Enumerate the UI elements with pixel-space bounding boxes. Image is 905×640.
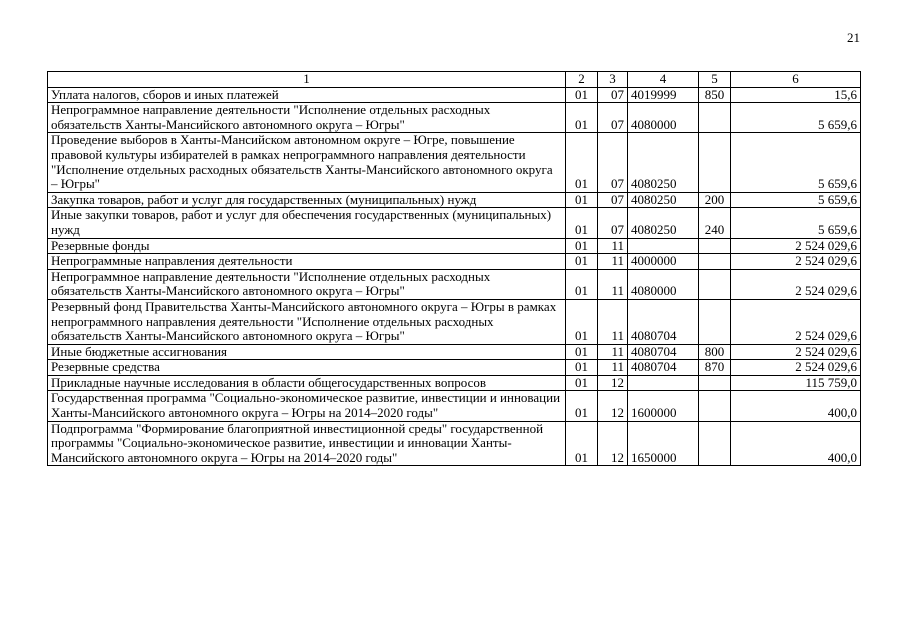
table-row xyxy=(48,87,861,103)
row-code-5-cell: 800 xyxy=(699,344,731,360)
row-code-4-cell xyxy=(628,375,699,391)
row-code-3-cell: 07 xyxy=(598,133,628,192)
row-code-2-cell: 01 xyxy=(566,208,598,238)
table-row xyxy=(48,344,861,360)
row-code-2-cell: 01 xyxy=(566,103,598,133)
row-code-5-cell xyxy=(699,103,731,133)
row-name-cell: Иные бюджетные ассигнования xyxy=(48,344,566,360)
row-amount-cell: 400,0 xyxy=(731,391,861,421)
row-code-4-cell: 4000000 xyxy=(628,254,699,270)
row-name-cell: Государственная программа "Социально-экономическое развитие, инвестиции и инновации Ханты-Мансийского автономного округа – Югры на 2014–2020 годы" xyxy=(48,391,566,421)
row-code-2-cell: 01 xyxy=(566,238,598,254)
row-code-4-cell: 4080704 xyxy=(628,360,699,376)
row-amount-cell: 2 524 029,6 xyxy=(731,238,861,254)
table-row xyxy=(48,360,861,376)
row-code-3-cell: 07 xyxy=(598,208,628,238)
row-code-5-cell xyxy=(699,299,731,344)
row-code-3-cell: 11 xyxy=(598,360,628,376)
table-row xyxy=(48,133,861,192)
table-row xyxy=(48,421,861,466)
row-code-5-cell xyxy=(699,269,731,299)
row-code-3-cell: 11 xyxy=(598,238,628,254)
row-name-cell: Иные закупки товаров, работ и услуг для обеспечения государственных (муниципальных) нужд xyxy=(48,208,566,238)
row-code-2-cell: 01 xyxy=(566,299,598,344)
row-code-4-cell: 1600000 xyxy=(628,391,699,421)
table-row xyxy=(48,192,861,208)
row-code-2-cell: 01 xyxy=(566,360,598,376)
row-amount-cell: 2 524 029,6 xyxy=(731,344,861,360)
row-code-4-cell: 4080250 xyxy=(628,133,699,192)
row-amount-cell: 5 659,6 xyxy=(731,103,861,133)
row-name-cell: Уплата налогов, сборов и иных платежей xyxy=(48,87,566,103)
row-amount-cell: 2 524 029,6 xyxy=(731,269,861,299)
row-code-5-cell xyxy=(699,254,731,270)
row-code-2-cell: 01 xyxy=(566,87,598,103)
row-code-4-cell: 4080704 xyxy=(628,299,699,344)
row-code-5-cell xyxy=(699,238,731,254)
header-cell-1: 1 xyxy=(48,72,566,88)
row-code-3-cell: 12 xyxy=(598,375,628,391)
row-code-3-cell: 11 xyxy=(598,254,628,270)
row-code-5-cell: 850 xyxy=(699,87,731,103)
row-code-3-cell: 11 xyxy=(598,344,628,360)
row-name-cell: Резервный фонд Правительства Ханты-Мансийского автономного округа – Югры в рамках непрограммного направления деятельности "Исполнение отдельных расходных обязательств Ханты-Мансийского автономного округа – Югры" xyxy=(48,299,566,344)
row-amount-cell: 15,6 xyxy=(731,87,861,103)
row-amount-cell: 2 524 029,6 xyxy=(731,360,861,376)
row-name-cell: Проведение выборов в Ханты-Мансийском автономном округе – Югре, повышение правовой культуры избирателей в рамках непрограммного направления деятельности "Исполнение отдельных расходных обязательств Ханты-Мансийского автономного округа – Югры" xyxy=(48,133,566,192)
row-code-4-cell: 4080000 xyxy=(628,103,699,133)
row-code-3-cell: 12 xyxy=(598,421,628,466)
header-cell-5: 5 xyxy=(699,72,731,88)
row-code-2-cell: 01 xyxy=(566,269,598,299)
row-amount-cell: 115 759,0 xyxy=(731,375,861,391)
table-row xyxy=(48,103,861,133)
row-code-5-cell xyxy=(699,133,731,192)
row-amount-cell: 5 659,6 xyxy=(731,208,861,238)
row-code-4-cell: 4019999 xyxy=(628,87,699,103)
row-code-4-cell: 4080250 xyxy=(628,208,699,238)
row-code-5-cell xyxy=(699,421,731,466)
table-row xyxy=(48,299,861,344)
table-row xyxy=(48,391,861,421)
row-code-2-cell: 01 xyxy=(566,344,598,360)
table-row xyxy=(48,269,861,299)
row-amount-cell: 2 524 029,6 xyxy=(731,254,861,270)
row-code-4-cell: 4080000 xyxy=(628,269,699,299)
table-header-row xyxy=(48,72,861,88)
row-amount-cell: 400,0 xyxy=(731,421,861,466)
row-code-3-cell: 11 xyxy=(598,269,628,299)
row-name-cell: Прикладные научные исследования в области общегосударственных вопросов xyxy=(48,375,566,391)
row-amount-cell: 5 659,6 xyxy=(731,133,861,192)
page-number: 21 xyxy=(847,30,860,45)
row-name-cell: Непрограммное направление деятельности "Исполнение отдельных расходных обязательств Ханты-Мансийского автономного округа – Югры" xyxy=(48,269,566,299)
row-code-2-cell: 01 xyxy=(566,254,598,270)
row-name-cell: Непрограммное направление деятельности "Исполнение отдельных расходных обязательств Ханты-Мансийского автономного округа – Югры" xyxy=(48,103,566,133)
header-cell-3: 3 xyxy=(598,72,628,88)
table-row xyxy=(48,254,861,270)
row-code-3-cell: 11 xyxy=(598,299,628,344)
row-amount-cell: 2 524 029,6 xyxy=(731,299,861,344)
table-row xyxy=(48,238,861,254)
row-code-4-cell: 4080704 xyxy=(628,344,699,360)
row-code-4-cell: 4080250 xyxy=(628,192,699,208)
budget-table xyxy=(47,71,861,466)
row-name-cell: Резервные фонды xyxy=(48,238,566,254)
row-name-cell: Резервные средства xyxy=(48,360,566,376)
table-row xyxy=(48,375,861,391)
row-code-5-cell: 240 xyxy=(699,208,731,238)
row-code-2-cell: 01 xyxy=(566,133,598,192)
row-code-3-cell: 12 xyxy=(598,391,628,421)
row-name-cell: Непрограммные направления деятельности xyxy=(48,254,566,270)
row-code-4-cell xyxy=(628,238,699,254)
row-amount-cell: 5 659,6 xyxy=(731,192,861,208)
row-code-5-cell: 870 xyxy=(699,360,731,376)
row-code-5-cell: 200 xyxy=(699,192,731,208)
row-code-5-cell xyxy=(699,391,731,421)
row-code-3-cell: 07 xyxy=(598,103,628,133)
row-code-3-cell: 07 xyxy=(598,87,628,103)
row-code-2-cell: 01 xyxy=(566,391,598,421)
row-code-3-cell: 07 xyxy=(598,192,628,208)
row-code-2-cell: 01 xyxy=(566,421,598,466)
row-name-cell: Подпрограмма "Формирование благоприятной инвестиционной среды" государственной программы "Социально-экономическое развитие, инвестиции и инновации Ханты-Мансийского автономного округа – Югры на 2014–2020 годы" xyxy=(48,421,566,466)
row-code-5-cell xyxy=(699,375,731,391)
row-code-2-cell: 01 xyxy=(566,375,598,391)
row-code-2-cell: 01 xyxy=(566,192,598,208)
table-row xyxy=(48,208,861,238)
row-code-4-cell: 1650000 xyxy=(628,421,699,466)
header-cell-4: 4 xyxy=(628,72,699,88)
header-cell-2: 2 xyxy=(566,72,598,88)
row-name-cell: Закупка товаров, работ и услуг для государственных (муниципальных) нужд xyxy=(48,192,566,208)
header-cell-6: 6 xyxy=(731,72,861,88)
